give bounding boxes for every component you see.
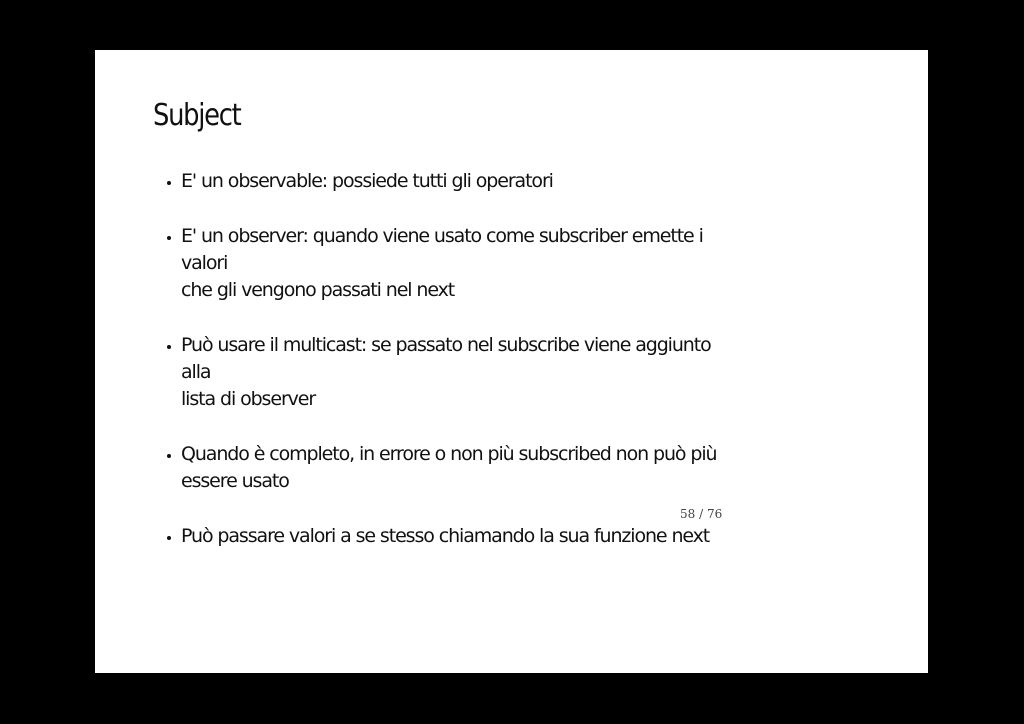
bullet-item — [167, 223, 727, 304]
bullet-text: E' un observable: possiede tutti gli operatori — [181, 170, 553, 192]
bullet-dot-icon — [167, 454, 171, 458]
bullet-item — [167, 523, 727, 550]
bullet-dot-icon — [167, 345, 171, 349]
bullet-text: Quando è completo, in errore o non più subscribed non può più essere usato — [181, 443, 717, 492]
bullet-dot-icon — [167, 181, 171, 185]
bullet-item — [167, 441, 727, 495]
bullet-dot-icon — [167, 536, 171, 540]
bullet-text: Può passare valori a se stesso chiamando la sua funzione next — [181, 525, 710, 547]
bullet-list — [167, 168, 727, 578]
slide-title: Subject — [153, 98, 241, 133]
bullet-text: Può usare il multicast: se passato nel subscribe viene aggiunto alla lista di observer — [181, 334, 711, 410]
bullet-item — [167, 332, 727, 413]
bullet-item — [167, 168, 727, 195]
bullet-dot-icon — [167, 236, 171, 240]
bullet-text: E' un observer: quando viene usato come subscriber emette i valori che gli vengono passati nel next — [181, 225, 703, 301]
slide — [95, 50, 928, 673]
page-number: 58 / 76 — [680, 507, 723, 521]
